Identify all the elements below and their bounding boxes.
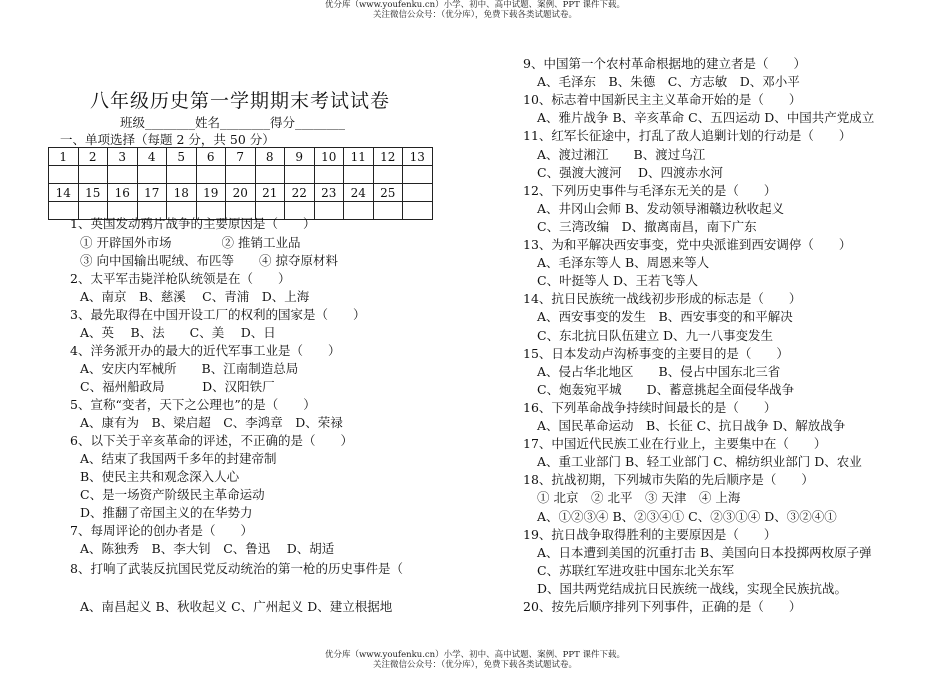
footer-line-2: 关注微信公众号：（优分库），免费下载各类试题试卷。 xyxy=(372,660,577,670)
answer-cell[interactable] xyxy=(314,202,344,220)
question-line: B、使民主共和观念深入人心 xyxy=(80,469,240,484)
answer-grid xyxy=(48,147,433,220)
question-line: 6、以下关于辛亥革命的评述，不正确的是（ ） xyxy=(70,433,353,448)
question-line: C、是一场资产阶级民主革命运动 xyxy=(80,487,265,502)
answer-cell[interactable] xyxy=(373,202,403,220)
question-line: D、国共两党结成抗日民族统一战线，实现全民族抗战。 xyxy=(537,580,848,596)
answer-cell[interactable] xyxy=(403,166,433,184)
student-info-line: 班级________姓名________得分________ xyxy=(120,115,346,130)
question-line: C、福州船政局 D、汉阳铁厂 xyxy=(80,379,275,394)
question-line: A、毛泽东等人 B、周恩来等人 xyxy=(537,255,710,271)
grid-cell: 19 xyxy=(196,184,226,202)
section-heading: 一、单项选择（每题 2 分，共 50 分） xyxy=(60,132,275,147)
grid-answer-row-1 xyxy=(49,166,433,184)
question-line: A、结束了我国两千多年的封建帝制 xyxy=(80,451,277,466)
answer-cell[interactable] xyxy=(403,202,433,220)
question-line: 9、中国第一个农村革命根据地的建立者是（ ） xyxy=(523,56,806,71)
question-line: A、日本遭到美国的沉重打击 B、美国向日本投掷两枚原子弹 xyxy=(537,544,872,560)
answer-cell[interactable] xyxy=(137,166,167,184)
question-line: 7、每周评论的创办者是（ ） xyxy=(70,523,253,538)
grid-cell: 25 xyxy=(373,184,403,202)
question-line: ① 开辟国外市场 ② 推销工业品 xyxy=(80,235,301,250)
question-line: C、炮轰宛平城 D、蓄意挑起全面侵华战争 xyxy=(537,381,795,397)
question-line: 1、英国发动鸦片战争的主要原因是（ ） xyxy=(70,216,316,231)
grid-cell: 20 xyxy=(226,184,256,202)
question-line: 15、日本发动卢沟桥事变的主要目的是（ ） xyxy=(523,345,789,361)
question-line: 19、抗日战争取得胜利的主要原因是（ ） xyxy=(523,526,777,542)
answer-cell[interactable] xyxy=(49,166,79,184)
grid-number-row-1 xyxy=(49,148,433,166)
grid-cell: 6 xyxy=(196,148,226,166)
question-line: 20、按先后顺序排列下列事件，正确的是（ ） xyxy=(523,599,802,614)
grid-cell: 8 xyxy=(255,148,285,166)
question-line: 18、抗战初期，下列城市失陷的先后顺序是（ ） xyxy=(523,472,814,488)
answer-cell[interactable] xyxy=(196,166,226,184)
question-line: 5、宣称“变者，天下之公理也”的是（ ） xyxy=(70,397,316,412)
question-line: A、国民革命运动 B、长征 C、抗日战争 D、解放战争 xyxy=(537,418,846,433)
question-line: A、康有为 B、梁启超 C、李鸿章 D、荣禄 xyxy=(80,415,343,430)
question-line: A、侵占华北地区 B、侵占中国东北三省 xyxy=(537,363,781,379)
grid-number-row-2 xyxy=(49,184,433,202)
question-line: A、重工业部门 B、轻工业部门 C、棉纺织业部门 D、农业 xyxy=(537,454,862,470)
question-line: 14、抗日民族统一战线初步形成的标志是（ ） xyxy=(523,291,802,307)
question-line: A、井冈山会师 B、发动领导湘赣边秋收起义 xyxy=(537,200,785,216)
question-line: A、渡过湘江 B、渡过乌江 xyxy=(537,146,706,162)
question-line: A、英 B、法 C、美 D、日 xyxy=(80,325,276,340)
answer-cell[interactable] xyxy=(285,166,315,184)
question-line: 4、洋务派开办的最大的近代军事工业是（ ） xyxy=(70,343,341,358)
question-line: 13、为和平解决西安事变，党中央派谁到西安调停（ ） xyxy=(523,237,852,252)
question-line: A、雅片战争 B、辛亥革命 C、五四运动 D、中国共产党成立 xyxy=(537,110,875,126)
page-title: 八年级历史第一学期期末考试试卷 xyxy=(90,90,391,112)
question-line: A、①②③④ B、②③④① C、②③①④ D、③②④① xyxy=(537,508,837,524)
answer-cell[interactable] xyxy=(167,166,197,184)
answer-cell[interactable] xyxy=(108,166,138,184)
grid-cell: 10 xyxy=(314,148,344,166)
answer-cell[interactable] xyxy=(314,166,344,184)
question-line: A、西安事变的发生 B、西安事变的和平解决 xyxy=(537,309,793,325)
answer-cell[interactable] xyxy=(373,166,403,184)
answer-cell[interactable] xyxy=(226,166,256,184)
question-line: A、毛泽东 B、朱德 C、方志敏 D、邓小平 xyxy=(537,74,800,90)
grid-cell: 13 xyxy=(403,148,433,166)
answer-cell[interactable] xyxy=(344,166,374,184)
grid-cell: 21 xyxy=(255,184,285,202)
grid-cell: 7 xyxy=(226,148,256,166)
grid-cell: 22 xyxy=(285,184,315,202)
question-line: A、安庆内军械所 B、江南制造总局 xyxy=(80,361,299,376)
grid-cell: 2 xyxy=(78,148,108,166)
grid-cell: 3 xyxy=(108,148,138,166)
grid-cell xyxy=(403,184,433,202)
grid-cell: 16 xyxy=(108,184,138,202)
question-line: 3、最先取得在中国开设工厂的权利的国家是（ ） xyxy=(70,307,366,322)
header-line-1: 优分库（www.youfenku.cn）小学、初中、高中试题、案例、PPT 课件下载。 xyxy=(325,0,625,10)
question-line: 16、下列革命战争持续时间最长的是（ ） xyxy=(523,399,777,415)
question-line: 12、下列历史事件与毛泽东无关的是（ ） xyxy=(523,182,777,198)
question-line: 10、标志着中国新民主主义革命开始的是（ ） xyxy=(523,92,802,108)
answer-cell[interactable] xyxy=(78,166,108,184)
question-line: 11、红军长征途中，打乱了敌人追剿计划的行动是（ ） xyxy=(523,128,852,144)
grid-cell: 17 xyxy=(137,184,167,202)
grid-cell: 1 xyxy=(49,148,79,166)
question-line: A、南昌起义 B、秋收起义 C、广州起义 D、建立根据地 xyxy=(80,599,393,614)
grid-cell: 5 xyxy=(167,148,197,166)
answer-cell[interactable] xyxy=(344,202,374,220)
grid-cell: 15 xyxy=(78,184,108,202)
grid-cell: 18 xyxy=(167,184,197,202)
grid-cell: 14 xyxy=(49,184,79,202)
question-line: 17、中国近代民族工业在行业上，主要集中在（ ） xyxy=(523,436,827,452)
grid-cell: 9 xyxy=(285,148,315,166)
grid-cell: 23 xyxy=(314,184,344,202)
grid-cell: 12 xyxy=(373,148,403,166)
question-line: C、强渡大渡河 D、四渡赤水河 xyxy=(537,164,724,180)
grid-cell: 11 xyxy=(344,148,374,166)
question-line: ③ 向中国输出呢绒、布匹等 ④ 掠夺原材料 xyxy=(80,253,338,268)
question-line: A、南京 B、慈溪 C、青浦 D、上海 xyxy=(80,289,310,304)
question-line: D、推翻了帝国主义的在华势力 xyxy=(80,505,253,520)
question-line: C、东北抗日队伍建立 D、九一八事变发生 xyxy=(537,327,774,343)
grid-cell: 24 xyxy=(344,184,374,202)
question-line: 8、打响了武装反抗国民党反动统治的第一枪的历史事件是（ xyxy=(70,561,403,576)
question-line: C、苏联红军进攻驻中国东北关东军 xyxy=(537,562,735,578)
answer-cell[interactable] xyxy=(255,166,285,184)
question-line: ① 北京 ② 北平 ③ 天津 ④ 上海 xyxy=(537,490,741,506)
question-line: 2、太平军击毙洋枪队统领是在（ ） xyxy=(70,271,291,286)
question-line: C、叶挺等人 D、王若飞等人 xyxy=(537,273,699,289)
question-line: C、三湾改编 D、撤离南昌，南下广东 xyxy=(537,218,757,234)
header-line-2: 关注微信公众号：（优分库），免费下载各类试题试卷。 xyxy=(372,10,577,20)
question-line: A、陈独秀 B、李大钊 C、鲁迅 D、胡适 xyxy=(80,541,335,556)
footer-line-1: 优分库（www.youfenku.cn）小学、初中、高中试题、案例、PPT 课件下载。 xyxy=(325,650,625,660)
grid-cell: 4 xyxy=(137,148,167,166)
